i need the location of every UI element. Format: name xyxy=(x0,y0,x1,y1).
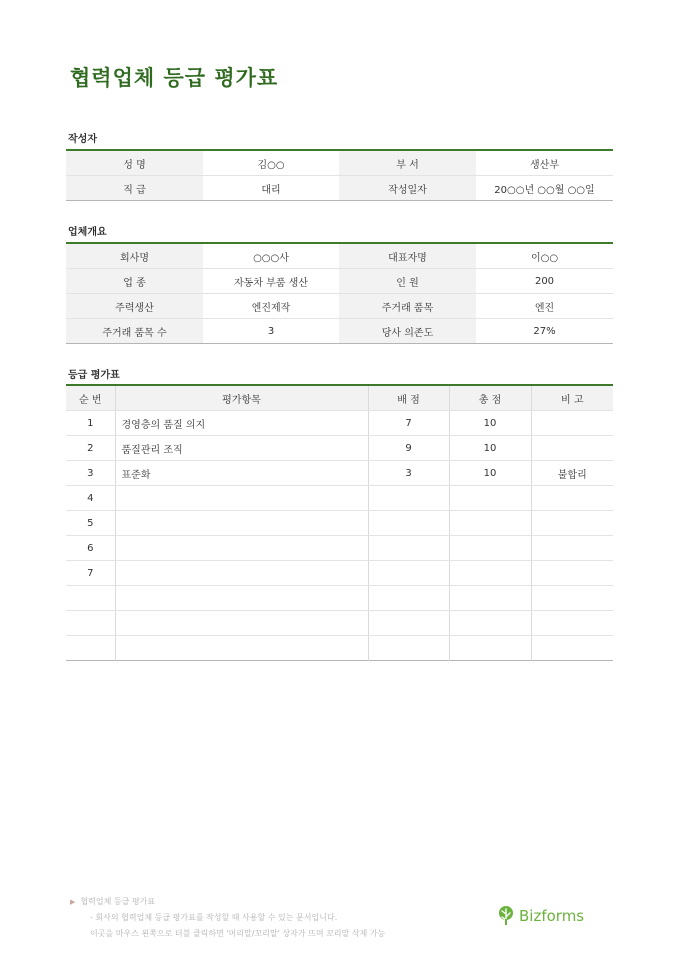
overview-row xyxy=(66,319,613,344)
evaluation-cell-item xyxy=(115,561,368,586)
evaluation-header-note: 비 고 xyxy=(531,385,613,411)
evaluation-cell-item xyxy=(115,611,368,636)
section-label-author: 작성자 xyxy=(68,134,97,145)
evaluation-row xyxy=(66,411,613,436)
evaluation-cell-score: 3 xyxy=(368,461,449,486)
overview-table xyxy=(66,242,613,344)
evaluation-cell-number: 6 xyxy=(66,536,115,561)
overview-row xyxy=(66,269,613,294)
evaluation-row xyxy=(66,586,613,611)
evaluation-cell-score xyxy=(368,561,449,586)
overview-field-label: 대표자명 xyxy=(339,243,476,269)
evaluation-cell-item: 표준화 xyxy=(115,461,368,486)
overview-field-value: 200 xyxy=(476,269,613,294)
evaluation-header-score: 배 점 xyxy=(368,385,449,411)
evaluation-cell-item xyxy=(115,536,368,561)
evaluation-cell-item xyxy=(115,486,368,511)
evaluation-row xyxy=(66,486,613,511)
evaluation-header-total: 총 점 xyxy=(449,385,531,411)
evaluation-cell-note xyxy=(531,511,613,536)
author-field-label: 부 서 xyxy=(339,150,476,176)
evaluation-cell-note xyxy=(531,611,613,636)
overview-field-value: 엔진 xyxy=(476,294,613,319)
evaluation-row xyxy=(66,536,613,561)
author-field-label: 성 명 xyxy=(66,150,203,176)
author-table xyxy=(66,149,613,201)
evaluation-cell-number: 7 xyxy=(66,561,115,586)
evaluation-cell-number: 1 xyxy=(66,411,115,436)
document-title: 협력업체 등급 평가표 xyxy=(70,66,279,90)
evaluation-cell-score: 7 xyxy=(368,411,449,436)
author-field-label: 작성일자 xyxy=(339,176,476,201)
overview-field-value: 엔진제작 xyxy=(203,294,339,319)
evaluation-cell-total: 10 xyxy=(449,411,531,436)
evaluation-cell-number xyxy=(66,636,115,661)
evaluation-header-row xyxy=(66,385,613,411)
evaluation-cell-note xyxy=(531,586,613,611)
overview-row xyxy=(66,294,613,319)
overview-field-value: 27% xyxy=(476,319,613,344)
evaluation-cell-score xyxy=(368,536,449,561)
evaluation-cell-score xyxy=(368,511,449,536)
author-field-value: 김○○ xyxy=(203,150,339,176)
evaluation-row xyxy=(66,511,613,536)
overview-field-label: 주거래 품목 수 xyxy=(66,319,203,344)
author-field-value: 20○○년 ○○월 ○○일 xyxy=(476,176,613,201)
evaluation-cell-score xyxy=(368,486,449,511)
overview-field-value: 3 xyxy=(203,319,339,344)
evaluation-cell-total xyxy=(449,511,531,536)
evaluation-cell-number: 5 xyxy=(66,511,115,536)
author-field-value: 대리 xyxy=(203,176,339,201)
evaluation-cell-total xyxy=(449,586,531,611)
evaluation-header-item: 평가항목 xyxy=(115,385,368,411)
section-label-overview: 업체개요 xyxy=(68,227,107,238)
overview-field-label: 회사명 xyxy=(66,243,203,269)
footer-title: 협력업체 등급 평가표 xyxy=(80,897,156,906)
logo-text: Bizforms xyxy=(519,907,585,925)
evaluation-header-number: 순 번 xyxy=(66,385,115,411)
evaluation-cell-total: 10 xyxy=(449,436,531,461)
author-row xyxy=(66,150,613,176)
author-row xyxy=(66,176,613,201)
evaluation-cell-total xyxy=(449,536,531,561)
overview-field-label: 주거래 품목 xyxy=(339,294,476,319)
footer-note xyxy=(70,894,385,942)
bizforms-logo xyxy=(497,906,584,926)
overview-field-value: ○○○사 xyxy=(203,243,339,269)
overview-field-label: 주력생산 xyxy=(66,294,203,319)
evaluation-cell-total xyxy=(449,611,531,636)
evaluation-cell-note: 불합리 xyxy=(531,461,613,486)
evaluation-cell-total xyxy=(449,486,531,511)
overview-row xyxy=(66,243,613,269)
evaluation-row xyxy=(66,461,613,486)
footer-instruction: 이곳을 마우스 왼쪽으로 더블 클릭하면 '머리말/꼬리말' 상자가 뜨며 꼬리말 삭제 가능 xyxy=(90,929,386,938)
evaluation-row xyxy=(66,436,613,461)
evaluation-cell-score xyxy=(368,586,449,611)
evaluation-cell-item xyxy=(115,636,368,661)
evaluation-cell-number xyxy=(66,586,115,611)
evaluation-cell-number: 3 xyxy=(66,461,115,486)
tree-icon xyxy=(497,906,515,926)
evaluation-cell-score xyxy=(368,611,449,636)
overview-field-label: 업 종 xyxy=(66,269,203,294)
triangle-bullet-icon: ▶ xyxy=(70,898,76,906)
footer-description: - 회사의 협력업체 등급 평가표를 작성할 때 사용할 수 있는 문서입니다. xyxy=(90,913,338,922)
section-label-evaluation: 등급 평가표 xyxy=(68,370,120,381)
evaluation-cell-number: 4 xyxy=(66,486,115,511)
evaluation-row xyxy=(66,636,613,661)
evaluation-cell-number: 2 xyxy=(66,436,115,461)
evaluation-cell-note xyxy=(531,636,613,661)
evaluation-cell-note xyxy=(531,411,613,436)
evaluation-cell-total xyxy=(449,636,531,661)
evaluation-cell-item xyxy=(115,586,368,611)
evaluation-cell-item: 경영층의 품질 의지 xyxy=(115,411,368,436)
evaluation-cell-item xyxy=(115,511,368,536)
overview-field-value: 자동차 부품 생산 xyxy=(203,269,339,294)
evaluation-cell-note xyxy=(531,536,613,561)
evaluation-cell-total: 10 xyxy=(449,461,531,486)
evaluation-cell-score: 9 xyxy=(368,436,449,461)
overview-field-label: 인 원 xyxy=(339,269,476,294)
evaluation-cell-score xyxy=(368,636,449,661)
overview-field-value: 이○○ xyxy=(476,243,613,269)
evaluation-table xyxy=(66,384,613,661)
evaluation-cell-note xyxy=(531,561,613,586)
evaluation-cell-item: 품질관리 조직 xyxy=(115,436,368,461)
overview-field-label: 당사 의존도 xyxy=(339,319,476,344)
evaluation-row xyxy=(66,611,613,636)
evaluation-cell-number xyxy=(66,611,115,636)
author-field-value: 생산부 xyxy=(476,150,613,176)
evaluation-cell-note xyxy=(531,436,613,461)
evaluation-cell-total xyxy=(449,561,531,586)
evaluation-cell-note xyxy=(531,486,613,511)
evaluation-row xyxy=(66,561,613,586)
author-field-label: 직 급 xyxy=(66,176,203,201)
